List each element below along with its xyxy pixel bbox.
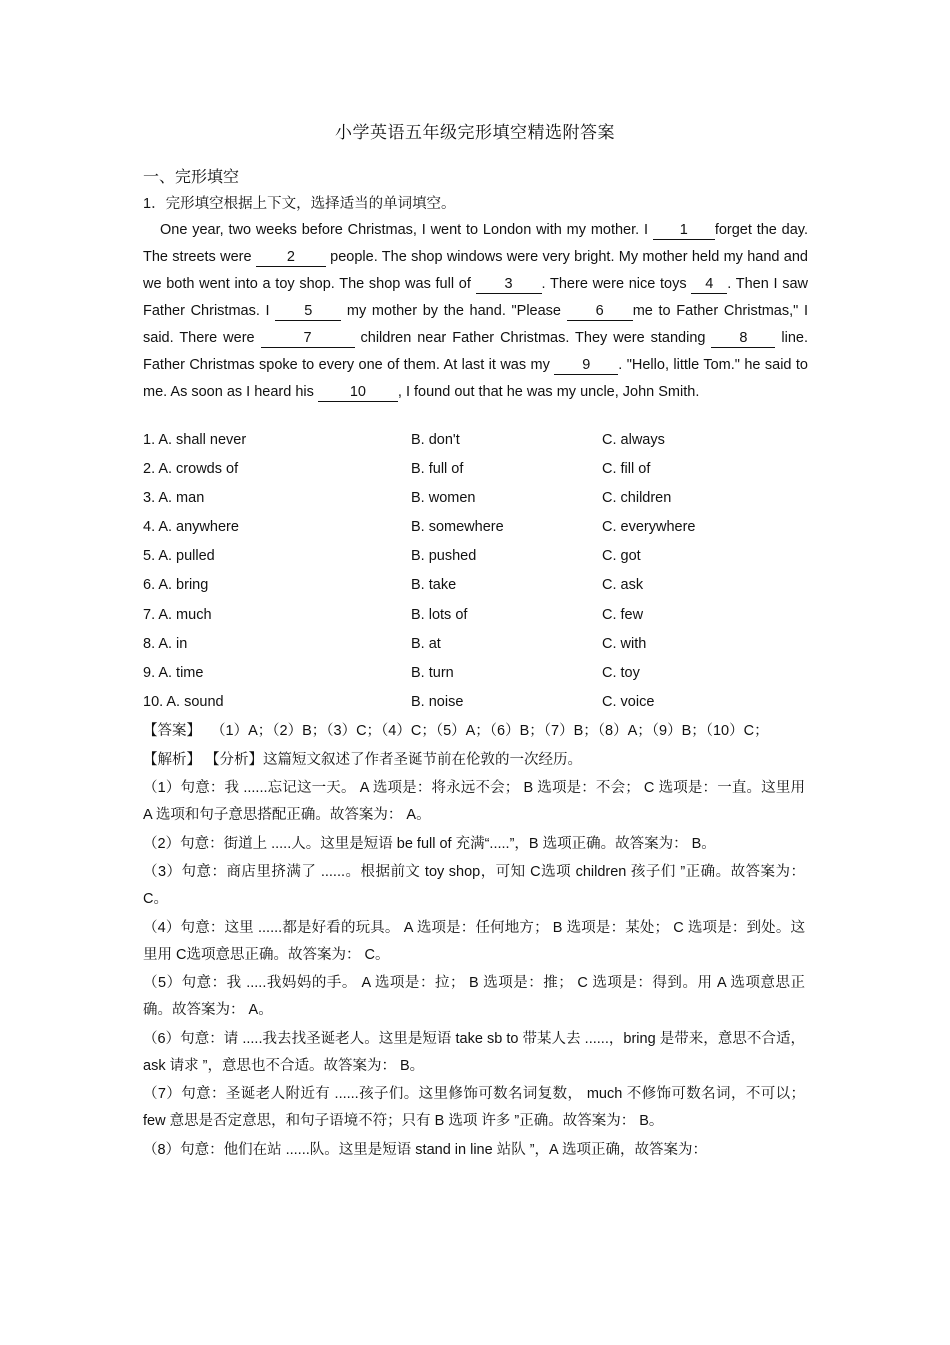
option-a: 8. A. in — [143, 635, 188, 652]
passage-text: , I found out that he was my uncle, John Smith. — [397, 384, 700, 400]
passage-text: . There were nice toys — [541, 276, 692, 292]
passage-text: One year, two weeks before Christmas, I went to London with my mother. I — [160, 222, 653, 238]
blank-6: 6 — [567, 302, 633, 321]
option-c: C. with — [602, 635, 647, 652]
option-row — [143, 636, 808, 665]
option-a: 10. A. sound — [143, 693, 224, 710]
answer-options — [143, 432, 808, 723]
passage-text: line. Father Christmas spoke to every one of them. At last it was my — [143, 330, 808, 373]
explanation-item: （6）句意：请 .....我去找圣诞老人。这里是短语 take sb to 带某人去 ......，bring 是带来，意思不合适， ask 请求 ”，意思也不合适。故答案为： B。 — [143, 1030, 805, 1074]
passage-text: . "Hello, little Tom." he said to me. As soon as I heard his — [143, 357, 808, 400]
explanation-item: （2）句意：街道上 .....人。这里是短语 be full of 充满“.....”，B 选项正确。故答案为： B。 — [143, 835, 716, 852]
option-c: C. voice — [602, 693, 655, 710]
option-row — [143, 461, 808, 490]
option-a: 5. A. pulled — [143, 548, 215, 565]
option-a: 6. A. bring — [143, 577, 209, 594]
answer-key: 【答案】 （1）A；（2）B；（3）C；（4）C；（5）A；（6）B；（7）B；（8）A；（9）B；（10）C； — [143, 723, 769, 739]
option-c: C. ask — [602, 577, 644, 594]
option-row — [143, 432, 808, 461]
question-instruction: 1．完形填空根据上下文，选择适当的单词填空。 — [143, 196, 456, 212]
option-row — [143, 548, 808, 577]
option-b: B. women — [411, 490, 476, 507]
cloze-passage — [143, 217, 808, 406]
blank-2: 2 — [256, 248, 326, 267]
option-a: 2. A. crowds of — [143, 461, 239, 478]
analysis-summary: 【解析】 【分析】这篇短文叙述了作者圣诞节前在伦敦的一次经历。 — [143, 751, 583, 768]
blank-8: 8 — [711, 329, 775, 348]
option-c: C. children — [602, 490, 672, 507]
option-b: B. turn — [411, 664, 454, 681]
option-row — [143, 490, 808, 519]
option-row — [143, 665, 808, 694]
blank-10: 10 — [318, 383, 398, 402]
option-b: B. at — [411, 635, 441, 652]
blank-3: 3 — [476, 275, 542, 294]
passage-text: children near Father Christmas. They were standing — [354, 330, 712, 346]
option-b: B. full of — [411, 461, 464, 478]
explanation-item: （3）句意：商店里挤满了 ......。根据前文 toy shop，可知 C选项 children 孩子们 ”正确。故答案为： C。 — [143, 864, 805, 907]
blank-4: 4 — [691, 275, 727, 294]
option-c: C. got — [602, 548, 641, 565]
section-heading: 一、完形填空 — [143, 169, 240, 186]
option-row — [143, 519, 808, 548]
option-c: C. always — [602, 432, 665, 448]
explanation-item: （8）句意：他们在站 ......队。这里是短语 stand in line 站队 ”，A 选项正确，故答案为： — [143, 1141, 707, 1158]
option-a: 4. A. anywhere — [143, 519, 239, 536]
option-b: B. pushed — [411, 548, 477, 565]
blank-7: 7 — [261, 329, 355, 348]
answer-explanation — [143, 718, 805, 1165]
page-title: 小学英语五年级完形填空精选附答案 — [335, 123, 615, 142]
blank-9: 9 — [554, 356, 618, 375]
passage-text: my mother by the hand. "Please — [341, 303, 567, 319]
explanation-item: （7）句意：圣诞老人附近有 ......孩子们。这里修饰可数名词复数， much 不修饰可数名词，不可以； few 意思是否定意思，和句子语境不符；只有 B 选项 许多 ”正确。故答案为： B。 — [143, 1086, 805, 1129]
option-a: 9. A. time — [143, 664, 204, 681]
option-a: 7. A. much — [143, 606, 212, 623]
option-b: B. somewhere — [411, 519, 504, 536]
option-b: B. don't — [411, 432, 460, 448]
option-row — [143, 577, 808, 606]
option-b: B. noise — [411, 693, 464, 710]
passage-text: me to Father Christmas," I said. There were — [143, 303, 808, 346]
passage-text: forget the day. The streets were — [143, 222, 808, 265]
blank-5: 5 — [275, 302, 341, 321]
explanation-item: （4）句意：这里 ......都是好看的玩具。 A 选项是：任何地方； B 选项是：某处； C 选项是：到处。这里用 C选项意思正确。故答案为： C。 — [143, 919, 805, 963]
option-c: C. everywhere — [602, 519, 696, 536]
option-row — [143, 607, 808, 636]
blank-1: 1 — [653, 221, 715, 240]
option-c: C. fill of — [602, 461, 651, 478]
option-a: 3. A. man — [143, 490, 205, 507]
explanation-item: （5）句意：我 .....我妈妈的手。 A 选项是：拉； B 选项是：推； C 选项是：得到。用 A 选项意思正确。故答案为： A。 — [143, 975, 805, 1018]
option-b: B. take — [411, 577, 457, 594]
passage-text: . Then I saw Father Christmas. I — [143, 276, 808, 319]
explanation-item: （1）句意：我 ......忘记这一天。 A 选项是：将永远不会； B 选项是：不会； C 选项是：一直。这里用 A 选项和句子意思搭配正确。故答案为： A。 — [143, 780, 805, 823]
passage-text: people. The shop windows were very bright. My mother held my hand and we both went into a toy shop. The shop was full of — [143, 249, 808, 292]
option-c: C. toy — [602, 664, 640, 681]
option-a: 1. A. shall never — [143, 432, 247, 448]
option-c: C. few — [602, 606, 644, 623]
option-b: B. lots of — [411, 606, 468, 623]
